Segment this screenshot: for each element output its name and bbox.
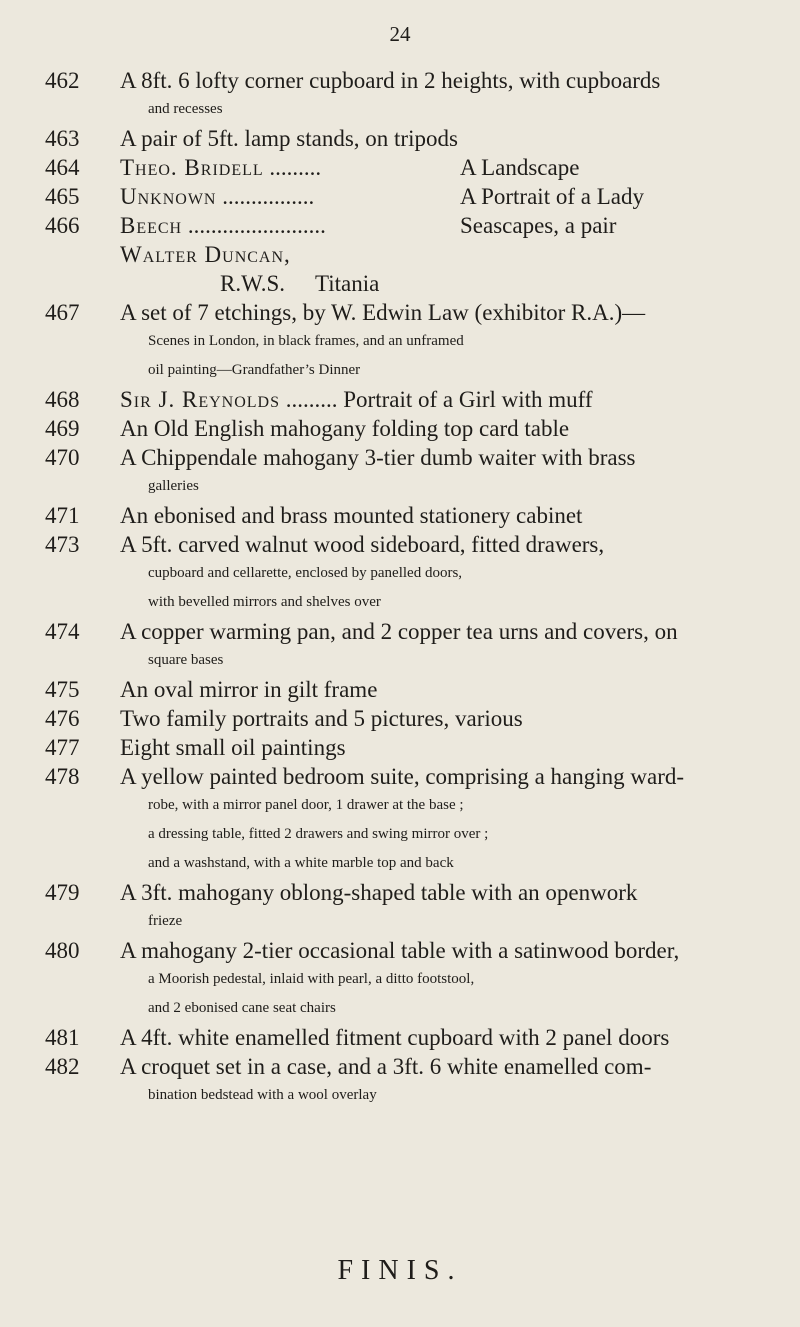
lot-description <box>120 501 775 530</box>
lot-line: a Moorish pedestal, inlaid with pearl, a ditto footstool, <box>148 971 475 987</box>
artwork-title: Seascapes, a pair <box>460 213 617 238</box>
artwork-title: Titania <box>314 271 380 296</box>
lot-number: 467 <box>45 300 80 325</box>
lot-number: 474 <box>45 619 80 644</box>
lot-line: A set of 7 etchings, by W. Edwin Law (exhibitor R.A.)— <box>120 300 646 325</box>
lot-line: A yellow painted bedroom suite, comprising a hanging ward- <box>120 764 685 789</box>
artist-credential: R.W.S. <box>220 271 285 296</box>
lot-number: 463 <box>45 126 80 151</box>
lot-number: 481 <box>45 1025 80 1050</box>
lot-line: A 3ft. mahogany oblong-shaped table with an openwork <box>120 880 638 905</box>
lot-line: A pair of 5ft. lamp stands, on tripods <box>120 126 458 151</box>
lot-description <box>120 211 775 298</box>
lot-line: A 8ft. 6 lofty corner cupboard in 2 heights, with cupboards <box>120 68 661 93</box>
lot-line: A mahogany 2-tier occasional table with a satinwood border, <box>120 938 680 963</box>
lot-line: and 2 ebonised cane seat chairs <box>148 1000 336 1016</box>
lot-description <box>120 385 775 414</box>
lot-line: robe, with a mirror panel door, 1 drawer at the base ; <box>148 797 464 813</box>
lot-line: frieze <box>148 913 183 929</box>
lot-description <box>120 762 775 878</box>
lot-number: 464 <box>45 155 80 180</box>
dot-leader: ........................ <box>182 213 326 238</box>
lot-number: 475 <box>45 677 80 702</box>
lot-number: 470 <box>45 445 80 470</box>
lot-description <box>120 704 775 733</box>
lot-number: 473 <box>45 532 80 557</box>
lot-number: 476 <box>45 706 80 731</box>
lot-line: bination bedstead with a wool overlay <box>148 1087 377 1103</box>
lot-line: and recesses <box>148 101 223 117</box>
lot-description <box>120 414 775 443</box>
lot-description <box>120 617 775 675</box>
lot-line: An Old English mahogany folding top card table <box>120 416 570 441</box>
artist-name: Beech <box>120 213 183 238</box>
artist-name: Unknown <box>120 184 217 209</box>
lot-line: a dressing table, fitted 2 drawers and swing mirror over ; <box>148 826 489 842</box>
artwork-title: Portrait of a Girl with muff <box>343 387 593 412</box>
lot-line: A copper warming pan, and 2 copper tea urns and covers, on <box>120 619 678 644</box>
lot-line: Two family portraits and 5 pictures, various <box>120 706 523 731</box>
lot-line: A croquet set in a case, and a 3ft. 6 white enamelled com- <box>120 1054 652 1079</box>
lot-line: An oval mirror in gilt frame <box>120 677 378 702</box>
lot-number: 466 <box>45 213 80 238</box>
lot-description <box>120 124 775 153</box>
lot-description <box>120 1052 775 1110</box>
finis-heading: FINIS. <box>337 1255 463 1286</box>
lot-description <box>120 182 775 211</box>
lot-description <box>120 1023 775 1052</box>
dot-leader: ................ <box>216 184 315 209</box>
lot-description <box>120 153 775 182</box>
lot-line: oil painting—Grandfather’s Dinner <box>148 362 361 378</box>
lot-line: A 4ft. white enamelled fitment cupboard with 2 panel doors <box>120 1025 670 1050</box>
lot-number: 462 <box>45 68 80 93</box>
lot-description <box>120 936 775 1023</box>
artist-name: Theo. Bridell <box>120 155 264 180</box>
lot-description <box>120 443 775 501</box>
lot-description <box>120 66 775 124</box>
lot-number: 477 <box>45 735 80 760</box>
lot-description <box>120 530 775 617</box>
lot-description <box>120 675 775 704</box>
lot-number: 478 <box>45 764 80 789</box>
lot-line: Scenes in London, in black frames, and an unframed <box>148 333 464 349</box>
lot-line: Eight small oil paintings <box>120 735 346 760</box>
dot-leader: ......... <box>263 155 322 180</box>
lot-description <box>120 878 775 936</box>
lot-line: square bases <box>148 652 224 668</box>
lot-number: 471 <box>45 503 80 528</box>
artwork-title: A Landscape <box>460 155 580 180</box>
lot-number: 465 <box>45 184 80 209</box>
lot-line: An ebonised and brass mounted stationery cabinet <box>120 503 583 528</box>
lot-number: 482 <box>45 1054 80 1079</box>
lot-description <box>120 733 775 762</box>
lot-number: 480 <box>45 938 80 963</box>
lot-number: 469 <box>45 416 80 441</box>
lot-number: 468 <box>45 387 80 412</box>
artwork-title: A Portrait of a Lady <box>460 184 644 209</box>
lot-line: with bevelled mirrors and shelves over <box>148 594 381 610</box>
artist-name: Walter Duncan, <box>120 242 291 267</box>
dot-leader: ......... <box>280 387 344 412</box>
page-number: 24 <box>389 22 411 46</box>
lot-number: 479 <box>45 880 80 905</box>
lot-line: A 5ft. carved walnut wood sideboard, fitted drawers, <box>120 532 605 557</box>
artist-name: Sir J. Reynolds <box>120 387 280 412</box>
lot-description <box>120 298 775 385</box>
lot-line: cupboard and cellarette, enclosed by panelled doors, <box>148 565 463 581</box>
lot-line: A Chippendale mahogany 3-tier dumb waiter with brass <box>120 445 636 470</box>
lot-line: and a washstand, with a white marble top and back <box>148 855 454 871</box>
lot-line: galleries <box>148 478 199 494</box>
